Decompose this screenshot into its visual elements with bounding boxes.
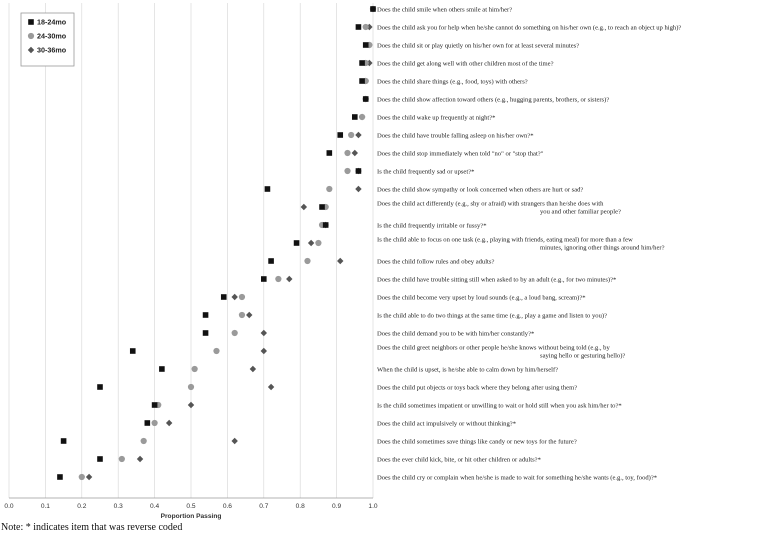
marker-24-30mo [239,312,245,318]
item-label: Does the child have trouble falling asleep on his/her own?* [377,132,534,140]
marker-24-30mo [344,150,350,156]
marker-24-30mo [141,438,147,444]
marker-24-30mo [275,276,281,282]
marker-24-30mo [232,330,238,336]
marker-18-24mo [352,114,358,120]
item-label: Does the child wake up frequently at night?* [377,114,496,122]
item-label: Does the child sometimes save things like candy or new toys for the future? [377,438,577,446]
item-label: Does the child act differently (e.g., shy or afraid) with strangers than he/she does with you and other familiar people? [377,200,621,216]
x-tick-label: 0.2 [77,503,87,510]
legend-label: 24-30mo [37,31,67,41]
legend-marker-18-24mo [28,19,34,25]
item-label: Does the child share things (e.g., food, toys) with others? [377,78,528,86]
marker-18-24mo [356,24,362,30]
x-tick-label: 0.0 [4,503,14,510]
x-tick-label: 1.0 [368,503,378,510]
marker-24-30mo [363,24,369,30]
marker-18-24mo [130,348,136,354]
marker-24-30mo [304,258,310,264]
marker-18-24mo [327,150,333,156]
marker-18-24mo [203,330,209,336]
marker-24-30mo [119,456,125,462]
item-label: Does the child put objects or toys back where they belong after using them? [377,384,578,392]
marker-24-30mo [326,186,332,192]
item-label: Does the child ask you for help when he/she cannot do something on his/her own (e.g., to reach an object up high)? [377,24,682,32]
marker-24-30mo [188,384,194,390]
legend-label: 30-36mo [37,45,67,55]
item-label: Is the child frequently sad or upset?* [377,168,475,176]
x-tick-label: 0.5 [186,503,196,510]
marker-18-24mo [359,60,365,66]
marker-18-24mo [319,204,325,210]
marker-24-30mo [213,348,219,354]
item-label: Does the child greet neighbors or other people he/she knows without being told (e.g., by saying hello or gesturing hello)? [377,344,626,360]
marker-24-30mo [239,294,245,300]
x-tick-label: 0.1 [40,503,50,510]
item-label: Does the child follow rules and obey adults? [377,258,495,266]
marker-18-24mo [203,312,209,318]
item-label: When the child is upset, is he/she able to calm down by him/herself? [377,366,559,374]
marker-18-24mo [97,384,103,390]
item-label: Does the child act impulsively or without thinking?* [377,420,516,428]
item-label: Is the child frequently irritable or fussy?* [377,222,487,230]
item-label: Does the child show affection toward others (e.g., hugging parents, brothers, or sisters)? [377,96,610,104]
x-tick-label: 0.3 [113,503,123,510]
item-label: Does the child become very upset by loud sounds (e.g., a loud bang, scream)?* [377,294,586,302]
x-axis-title: Proportion Passing [160,513,222,520]
marker-18-24mo [370,6,376,12]
marker-18-24mo [359,78,365,84]
marker-24-30mo [152,420,158,426]
item-label: Does the child stop immediately when told "no" or "stop that?" [377,150,544,158]
legend [21,13,74,66]
marker-24-30mo [344,168,350,174]
item-label: Does the child get along well with other children most of the time? [377,60,554,68]
marker-24-30mo [192,366,198,372]
marker-18-24mo [265,186,271,192]
marker-18-24mo [363,96,369,102]
x-tick-label: 0.8 [295,503,305,510]
marker-18-24mo [57,474,63,480]
marker-18-24mo [145,420,151,426]
legend-label: 18-24mo [37,17,67,27]
marker-24-30mo [79,474,85,480]
marker-18-24mo [221,294,227,300]
footnote: Note: * indicates item that was reverse coded [1,522,183,533]
x-tick-label: 0.9 [332,503,342,510]
x-tick-label: 0.7 [259,503,269,510]
marker-18-24mo [363,42,369,48]
marker-18-24mo [268,258,274,264]
marker-18-24mo [261,276,267,282]
marker-24-30mo [359,114,365,120]
marker-18-24mo [61,438,67,444]
marker-24-30mo [348,132,354,138]
marker-18-24mo [97,456,103,462]
marker-24-30mo [315,240,321,246]
item-label: Is the child able to do two things at the same time (e.g., play a game and listen to you)? [377,312,607,320]
item-label: Does the child smile when others smile at him/her? [377,6,513,14]
item-label: Does the child cry or complain when he/she is made to wait for something he/she wants (e.g., toy, food)?* [377,474,658,482]
x-tick-label: 0.4 [150,503,160,510]
item-label: Does the child sit or play quietly on his/her own for at least several minutes? [377,42,580,50]
marker-18-24mo [337,132,343,138]
item-label: Does the child have trouble sitting still when asked to by an adult (e.g., for two minutes)?* [377,276,617,284]
marker-18-24mo [323,222,329,228]
marker-18-24mo [294,240,300,246]
item-label: Does the child show sympathy or look concerned when others are hurt or sad? [377,186,584,194]
item-label: Does the ever child kick, bite, or hit other children or adults?* [377,456,541,464]
legend-marker-24-30mo [28,33,34,39]
marker-18-24mo [152,402,158,408]
marker-18-24mo [356,168,362,174]
item-label: Is the child sometimes impatient or unwilling to wait or hold still when you ask him/her to?* [377,402,622,410]
item-label: Is the child able to focus on one task (e.g., playing with friends, eating meal) for more than a few minutes, ignoring other things around him/her? [377,236,665,252]
x-tick-label: 0.6 [222,503,232,510]
marker-18-24mo [159,366,165,372]
item-label: Does the child demand you to be with him/her constantly?* [377,330,535,338]
